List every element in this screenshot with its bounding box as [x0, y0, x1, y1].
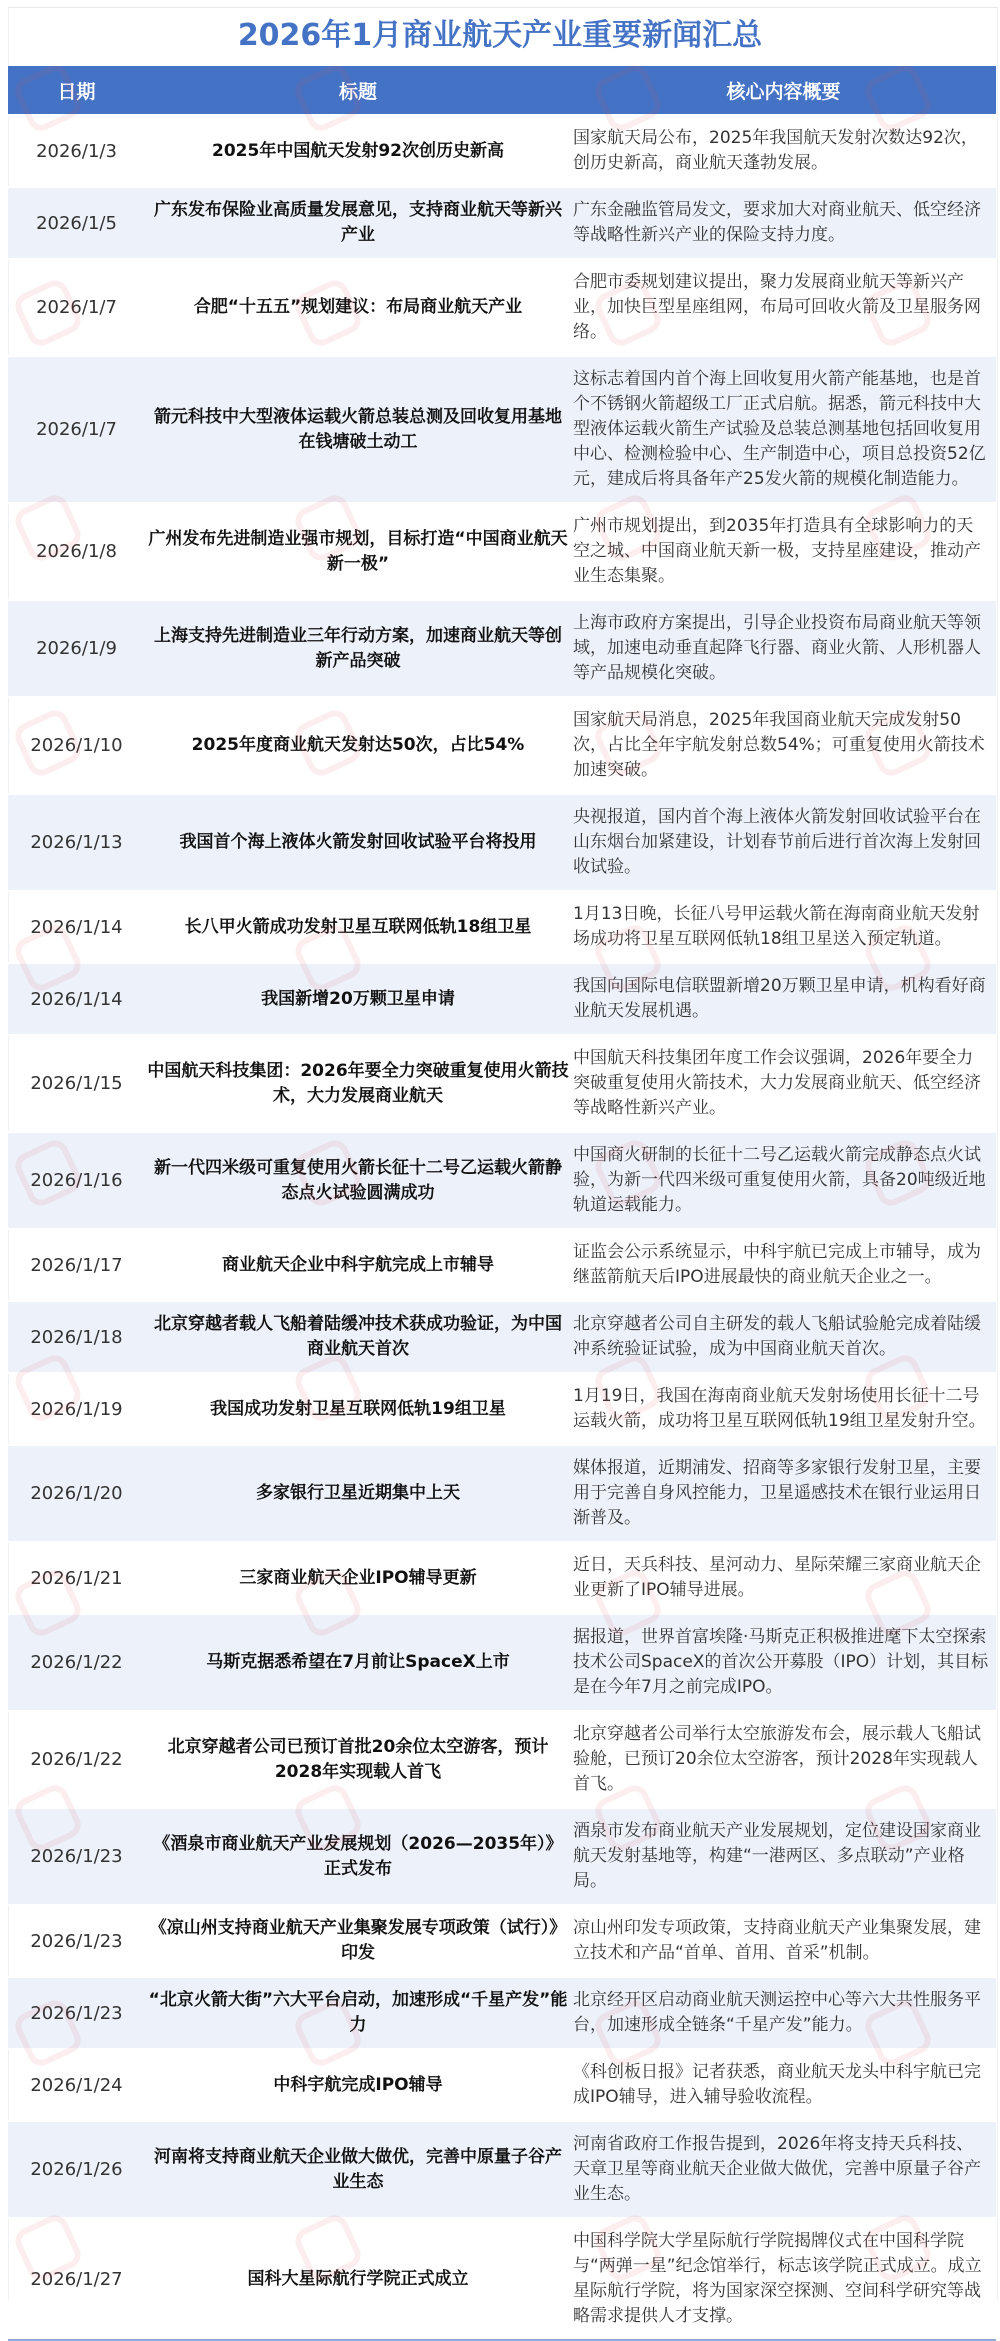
row-date: 2026/1/21 — [30, 1567, 123, 1589]
row-date: 2026/1/17 — [30, 1254, 123, 1276]
row-summary: 据报道，世界首富埃隆·马斯克正积极推进麾下太空探索技术公司SpaceX的首次公开募股（IPO）计划，其目标是在今年7月之前完成IPO。 — [573, 1627, 989, 1697]
row-headline: 国科大星际航行学院正式成立 — [247, 2268, 469, 2289]
row-summary: 国家航天局消息，2025年我国商业航天完成发射50次，占比全年宇航发射总数54%；可重复使用火箭技术加速突破。 — [573, 710, 985, 780]
row-date: 2026/1/26 — [30, 2159, 123, 2180]
row-headline: 我国成功发射卫星互联网低轨19组卫星 — [210, 1398, 506, 1419]
row-headline: 商业航天企业中科宇航完成上市辅导 — [222, 1254, 494, 1275]
row-summary: 北京穿越者公司举行太空旅游发布会，展示载人飞船试验舱，已预订20余位太空游客，预计2028年实现载人首飞。 — [573, 1724, 981, 1794]
row-headline: 长八甲火箭成功发射卫星互联网低轨18组卫星 — [184, 916, 532, 937]
row-headline: 我国首个海上液体火箭发射回收试验平台将投用 — [179, 832, 537, 852]
table-row — [8, 502, 996, 599]
row-summary: 凉山州印发专项政策，支持商业航天产业集聚发展，建立技术和产品“首单、首用、首采”机制。 — [573, 1918, 981, 1963]
row-date: 2026/1/22 — [30, 1749, 123, 1770]
row-headline: 中科宇航完成IPO辅导 — [273, 2074, 443, 2095]
row-summary: 这标志着国内首个海上回收复用火箭产能基地，也是首个不锈钢火箭超级工厂正式启航。据悉，箭元科技中大型液体运载火箭生产试验及总装总测基地包括回收复用中心、检测检验中心、生产制造中心，项目总投资52亿元，建成后将具备年产25发火箭的规模化制造能力。 — [573, 369, 986, 489]
row-headline: 合肥“十五五”规划建议：布局商业航天产业 — [193, 297, 523, 317]
table-row — [8, 1372, 996, 1444]
table-row — [8, 890, 996, 962]
row-headline: 广州发布先进制造业强市规划，目标打造“中国商业航天新一极” — [148, 528, 568, 574]
row-summary: 证监会公示系统显示，中科宇航已完成上市辅导，成为继蓝箭航天后IPO进展最快的商业航天企业之一。 — [573, 1242, 981, 1287]
row-date: 2026/1/15 — [30, 1073, 123, 1094]
row-headline: 广东发布保险业高质量发展意见，支持商业航天等新兴产业 — [154, 200, 562, 245]
row-summary: 近日，天兵科技、星河动力、星际荣耀三家商业航天企业更新了IPO辅导进展。 — [573, 1555, 981, 1600]
row-date: 2026/1/27 — [30, 2268, 123, 2290]
page-title: 2026年1月商业航天产业重要新闻汇总 — [237, 18, 763, 53]
table-row — [8, 1131, 996, 1228]
row-date: 2026/1/14 — [30, 988, 123, 1010]
row-date: 2026/1/14 — [30, 916, 123, 938]
row-headline: 上海支持先进制造业三年行动方案，加速商业航天等创新产品突破 — [154, 625, 562, 671]
row-summary: 国家航天局公布，2025年我国航天发射次数达92次，创历史新高，商业航天蓬勃发展。 — [573, 128, 978, 173]
row-date: 2026/1/19 — [30, 1398, 123, 1420]
table-row — [8, 1444, 996, 1541]
column-header-summary: 核心内容概要 — [726, 80, 841, 103]
row-summary: 1月19日，我国在海南商业航天发射场使用长征十二号运载火箭，成功将卫星互联网低轨19组卫星发射升空。 — [573, 1386, 986, 1431]
row-date: 2026/1/5 — [36, 212, 117, 234]
row-summary: 酒泉市发布商业航天产业发展规划，定位建设国家商业航天发射基地等，构建“一港两区、多点联动”产业格局。 — [573, 1821, 981, 1891]
table-row — [8, 1976, 996, 2048]
row-headline: 《酒泉市商业航天产业发展规划（2026—2035年）》正式发布 — [153, 1833, 563, 1879]
row-summary: 我国向国际电信联盟新增20万颗卫星申请，机构看好商业航天发展机遇。 — [573, 976, 986, 1021]
table-row — [8, 2217, 996, 2339]
row-summary: 河南省政府工作报告提到，2026年将支持天兵科技、天章卫星等商业航天企业做大做优，完善中原量子谷产业生态。 — [573, 2134, 981, 2204]
table-row — [8, 1904, 996, 1976]
row-summary: 中国航天科技集团年度工作会议强调，2026年要全力突破重复使用火箭技术，大力发展商业航天、低空经济等战略性新兴产业。 — [573, 1048, 981, 1118]
table-row — [8, 696, 996, 793]
row-date: 2026/1/18 — [30, 1326, 123, 1348]
table-row — [8, 2120, 996, 2217]
row-date: 2026/1/20 — [30, 1483, 123, 1504]
row-date: 2026/1/22 — [30, 1652, 123, 1673]
table-row — [8, 1710, 996, 1807]
row-headline: 2025年度商业航天发射达50次，占比54% — [191, 735, 525, 755]
row-headline: 河南将支持商业航天企业做大做优，完善中原量子谷产业生态 — [154, 2146, 562, 2192]
row-headline: 新一代四米级可重复使用火箭长征十二号乙运载火箭静态点火试验圆满成功 — [154, 1157, 562, 1203]
row-date: 2026/1/3 — [36, 140, 117, 162]
row-headline: 箭元科技中大型液体运载火箭总装总测及回收复用基地在钱塘破土动工 — [154, 406, 562, 452]
news-table-body — [8, 114, 996, 2341]
row-date: 2026/1/7 — [36, 419, 117, 440]
table-row — [8, 1034, 996, 1131]
row-summary: 广东金融监管局发文，要求加大对商业航天、低空经济等战略性新兴产业的保险支持力度。 — [573, 200, 981, 245]
row-headline: 三家商业航天企业IPO辅导更新 — [239, 1567, 477, 1588]
row-summary: 中国科学院大学星际航行学院揭牌仪式在中国科学院与“两弹一星”纪念馆举行，标志该学院正式成立。成立星际航行学院，将为国家深空探测、空间科学研究等战略需求提供人才支撑。 — [573, 2231, 982, 2326]
row-headline: 北京穿越者公司已预订首批20余位太空游客，预计2028年实现载人首飞 — [167, 1736, 549, 1782]
row-summary: 广州市规划提出，到2035年打造具有全球影响力的天空之城、中国商业航天新一极，支持星座建设，推动产业生态集聚。 — [573, 516, 981, 586]
row-summary: 媒体报道，近期浦发、招商等多家银行发射卫星，主要用于完善自身风控能力，卫星遥感技术在银行业运用日渐普及。 — [573, 1458, 981, 1528]
column-header-headline: 标题 — [338, 80, 377, 103]
row-headline: 北京穿越者载人飞船着陆缓冲技术获成功验证，为中国商业航天首次 — [154, 1314, 562, 1359]
table-row — [8, 355, 996, 502]
row-date: 2026/1/23 — [30, 1930, 123, 1952]
table-row — [8, 962, 996, 1034]
table-header — [8, 66, 996, 114]
row-summary: 北京经开区启动商业航天测运控中心等六大共性服务平台，加速形成全链条“千星产发”能力。 — [573, 1990, 981, 2035]
row-headline: 《凉山州支持商业航天产业集聚发展专项政策（试行）》印发 — [149, 1918, 567, 1963]
table-row — [8, 793, 996, 890]
table-row — [8, 1807, 996, 1904]
row-date: 2026/1/23 — [30, 1846, 123, 1867]
row-summary: 上海市政府方案提出，引导企业投资布局商业航天等领域，加速电动垂直起降飞行器、商业火箭、人形机器人等产品规模化突破。 — [573, 613, 981, 683]
row-headline: 2025年中国航天发射92次创历史新高 — [212, 140, 504, 161]
row-date: 2026/1/7 — [36, 297, 117, 318]
row-headline: 中国航天科技集团：2026年要全力突破重复使用火箭技术，大力发展商业航天 — [147, 1060, 569, 1106]
row-summary: 北京穿越者公司自主研发的载人飞船试验舱完成着陆缓冲系统验证试验，成为中国商业航天首次。 — [573, 1314, 981, 1359]
row-summary: 1月13日晚，长征八号甲运载火箭在海南商业航天发射场成功将卫星互联网低轨18组卫星送入预定轨道。 — [573, 904, 980, 949]
table-row — [8, 258, 996, 355]
row-date: 2026/1/16 — [30, 1170, 123, 1191]
table-row — [8, 114, 996, 186]
row-date: 2026/1/24 — [30, 2074, 123, 2096]
row-summary: 中国商火研制的长征十二号乙运载火箭完成静态点火试验，为新一代四米级可重复使用火箭，具备20吨级近地轨道运载能力。 — [573, 1145, 986, 1215]
table-row — [8, 2048, 996, 2120]
table-row — [8, 186, 996, 258]
row-date: 2026/1/13 — [30, 832, 123, 853]
row-headline: 多家银行卫星近期集中上天 — [256, 1483, 460, 1503]
row-headline: 马斯克据悉希望在7月前让SpaceX上市 — [206, 1652, 510, 1672]
row-date: 2026/1/8 — [36, 541, 117, 562]
row-date: 2026/1/10 — [30, 735, 123, 756]
table-row — [8, 1541, 996, 1613]
row-date: 2026/1/9 — [36, 638, 117, 659]
row-summary: 合肥市委规划建议提出，聚力发展商业航天等新兴产业，加快巨型星座组网，布局可回收火箭及卫星服务网络。 — [573, 272, 981, 342]
table-row — [8, 1613, 996, 1710]
table-row — [8, 1300, 996, 1372]
row-summary: 央视报道，国内首个海上液体火箭发射回收试验平台在山东烟台加紧建设，计划春节前后进行首次海上发射回收试验。 — [573, 807, 981, 877]
table-row — [8, 1228, 996, 1300]
row-summary: 《科创板日报》记者获悉，商业航天龙头中科宇航已完成IPO辅导，进入辅导验收流程。 — [573, 2062, 981, 2107]
row-headline: “北京火箭大街”六大平台启动，加速形成“千星产发”能力 — [148, 1990, 568, 2035]
row-date: 2026/1/23 — [30, 2002, 123, 2024]
table-row — [8, 599, 996, 696]
row-headline: 我国新增20万颗卫星申请 — [261, 988, 455, 1009]
column-header-date: 日期 — [57, 80, 96, 103]
